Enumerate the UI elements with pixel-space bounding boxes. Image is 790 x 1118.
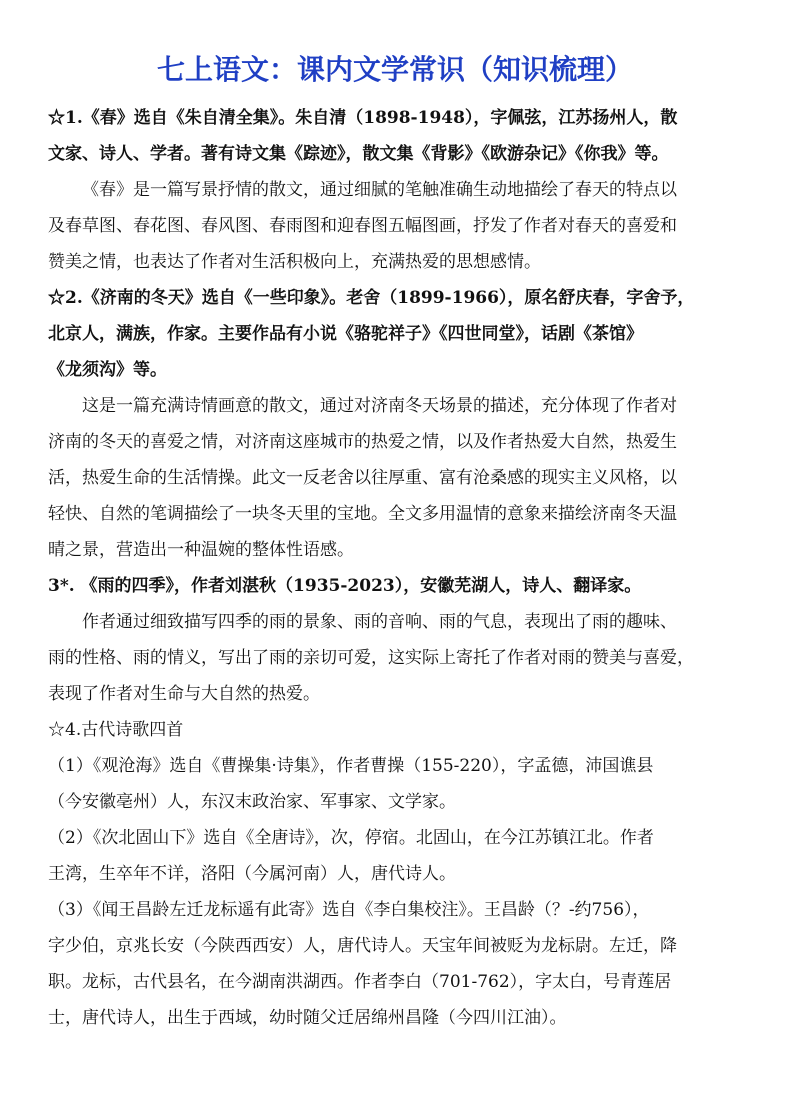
text-line: 3*. 《雨的四季》，作者刘湛秋（1935-2023），安徽芜湖人，诗人、翻译家。 xyxy=(48,576,642,596)
text-line: 活，热爱生命的生活情操。此文一反老舍以往厚重、富有沧桑感的现实主义风格，以 xyxy=(48,468,677,488)
text-line: ☆4.古代诗歌四首 xyxy=(48,720,184,740)
text-line: 王湾，生卒年不详，洛阳（今属河南）人，唐代诗人。 xyxy=(48,864,456,884)
text-line: 济南的冬天的喜爱之情，对济南这座城市的热爱之情，以及作者热爱大自然，热爱生 xyxy=(48,432,677,452)
text-line: 晴之景，营造出一种温婉的整体性语感。 xyxy=(48,540,354,560)
text-line: 这是一篇充满诗情画意的散文，通过对济南冬天场景的描述，充分体现了作者对 xyxy=(82,396,677,416)
text-line: ☆1.《春》选自《朱自清全集》。朱自清（1898-1948），字佩弦，江苏扬州人，散 xyxy=(48,108,678,128)
text-line: 文家、诗人、学者。著有诗文集《踪迹》，散文集《背影》《欧游杂记》《你我》等。 xyxy=(48,144,669,164)
text-line: 雨的性格、雨的情义，写出了雨的亲切可爱，这实际上寄托了作者对雨的赞美与喜爱， xyxy=(48,648,694,668)
text-line: 《龙须沟》等。 xyxy=(48,360,167,380)
text-line: 字少伯，京兆长安（今陕西西安）人，唐代诗人。天宝年间被贬为龙标尉。左迁，降 xyxy=(48,936,677,956)
text-line: 表现了作者对生命与大自然的热爱。 xyxy=(48,684,320,704)
text-line: 作者通过细致描写四季的雨的景象、雨的音响、雨的气息，表现出了雨的趣味、 xyxy=(82,612,677,632)
text-line: 职。龙标，古代县名，在今湖南洪湖西。作者李白（701-762），字太白，号青莲居 xyxy=(48,972,672,992)
text-line: 北京人，满族，作家。主要作品有小说《骆驼祥子》《四世同堂》，话剧《茶馆》 xyxy=(48,324,643,344)
text-line: 轻快、自然的笔调描绘了一块冬天里的宝地。全文多用温情的意象来描绘济南冬天温 xyxy=(48,504,677,524)
text-line: （今安徽亳州）人，东汉末政治家、军事家、文学家。 xyxy=(48,792,456,812)
text-line: 《春》是一篇写景抒情的散文，通过细腻的笔触准确生动地描绘了春天的特点以 xyxy=(82,180,677,200)
text-line: 赞美之情，也表达了作者对生活积极向上，充满热爱的思想感情。 xyxy=(48,252,541,272)
text-line: （3）《闻王昌龄左迁龙标遥有此寄》选自《李白集校注》。王昌龄（？-约756）， xyxy=(48,900,650,920)
text-line: （2）《次北固山下》选自《全唐诗》，次，停宿。北固山，在今江苏镇江北。作者 xyxy=(48,828,654,848)
text-line: （1）《观沧海》选自《曹操集·诗集》，作者曹操（155-220），字孟德，沛国谯县 xyxy=(48,756,654,776)
text-line: 及春草图、春花图、春风图、春雨图和迎春图五幅图画，抒发了作者对春天的喜爱和 xyxy=(48,216,677,236)
text-line: ☆2.《济南的冬天》选自《一些印象》。老舍（1899-1966），原名舒庆春，字舍予， xyxy=(48,288,695,308)
text-line: 士，唐代诗人，出生于西域，幼时随父迁居绵州昌隆（今四川江油）。 xyxy=(48,1008,567,1028)
document-body xyxy=(48,100,768,1036)
document-title: 七上语文：课内文学常识（知识梳理） xyxy=(156,53,633,86)
